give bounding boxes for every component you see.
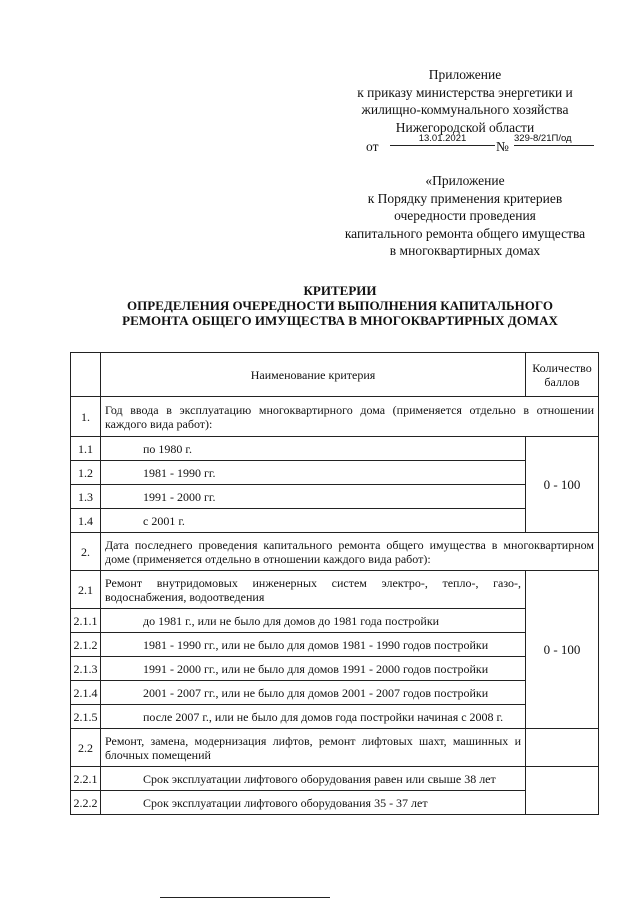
appendix-procedure-block — [330, 172, 600, 260]
row-number: 2.2.2 — [71, 791, 101, 815]
document-title — [80, 283, 600, 328]
row-name: 1981 - 1990 гг. — [101, 461, 526, 485]
appendix-order-block — [330, 66, 600, 156]
table-row — [71, 657, 599, 681]
row-number: 2. — [71, 533, 101, 571]
row-number: 1.1 — [71, 437, 101, 461]
row-name: Ремонт, замена, модернизация лифтов, ремонт лифтовых шахт, машинных и блочных помещений — [101, 729, 526, 767]
header-score-cell: Количество баллов — [526, 353, 599, 397]
row-number: 1.2 — [71, 461, 101, 485]
order-date: 13.01.2021 — [390, 133, 495, 146]
row-number: 2.1.5 — [71, 705, 101, 729]
order-date-line — [330, 133, 600, 156]
score-cell-1: 0 - 100 — [526, 437, 599, 533]
row-number: 2.2.1 — [71, 767, 101, 791]
header-name-cell: Наименование критерия — [101, 353, 526, 397]
bottom-rule — [160, 897, 330, 898]
table-row — [71, 437, 599, 461]
appendix-procedure-line4: капитального ремонта общего имущества — [344, 225, 586, 241]
row-number: 1.4 — [71, 509, 101, 533]
table-row — [71, 397, 599, 437]
order-number: 329-8/21П/од — [514, 133, 594, 146]
score-cell-2: 0 - 100 — [526, 571, 599, 729]
table-header-row — [71, 353, 599, 397]
row-number: 2.1.1 — [71, 609, 101, 633]
row-number: 2.2 — [71, 729, 101, 767]
row-name: Срок эксплуатации лифтового оборудования 35 - 37 лет — [101, 791, 526, 815]
table-row — [71, 681, 599, 705]
table-row — [71, 729, 599, 767]
title-line2: ОПРЕДЕЛЕНИЯ ОЧЕРЕДНОСТИ ВЫПОЛНЕНИЯ КАПИТАЛЬНОГО — [127, 298, 553, 313]
row-number: 2.1.4 — [71, 681, 101, 705]
row-name: 1991 - 2000 гг., или не было для домов 1991 - 2000 годов постройки — [101, 657, 526, 681]
title-line3: РЕМОНТА ОБЩЕГО ИМУЩЕСТВА В МНОГОКВАРТИРНЫХ ДОМАХ — [122, 313, 558, 328]
appendix-order-line1: Приложение — [428, 67, 502, 82]
row-name: после 2007 г., или не было для домов года постройки начиная с 2008 г. — [101, 705, 526, 729]
criteria-table — [70, 352, 599, 815]
table-row — [71, 571, 599, 609]
table-row — [71, 609, 599, 633]
number-label: № — [496, 139, 509, 154]
row-name: Срок эксплуатации лифтового оборудования равен или свыше 38 лет — [101, 767, 526, 791]
table-row — [71, 533, 599, 571]
header-num-cell — [71, 353, 101, 397]
row-number: 1. — [71, 397, 101, 437]
row-name: 1991 - 2000 гг. — [101, 485, 526, 509]
appendix-procedure-line5: в многоквартирных домах — [389, 243, 541, 258]
row-name: с 2001 г. — [101, 509, 526, 533]
row-name: Год ввода в эксплуатацию многоквартирного дома (применяется отдельно в отношении каждого вида работ): — [101, 397, 599, 437]
score-cell-empty — [526, 767, 599, 815]
table-row — [71, 633, 599, 657]
row-number: 2.1.2 — [71, 633, 101, 657]
table-row — [71, 485, 599, 509]
from-label: от — [366, 139, 379, 154]
table-row — [71, 705, 599, 729]
row-name: до 1981 г., или не было для домов до 1981 года постройки — [101, 609, 526, 633]
table-row — [71, 767, 599, 791]
score-cell-empty — [526, 729, 599, 767]
table-row — [71, 791, 599, 815]
appendix-procedure-line2: к Порядку применения критериев — [367, 190, 563, 206]
title-line1: КРИТЕРИИ — [303, 283, 377, 298]
appendix-procedure-line1: «Приложение — [425, 173, 505, 188]
row-number: 1.3 — [71, 485, 101, 509]
appendix-procedure-line3: очередности проведения — [394, 208, 536, 223]
row-number: 2.1 — [71, 571, 101, 609]
row-name: по 1980 г. — [101, 437, 526, 461]
appendix-order-line2: к приказу министерства энергетики и — [357, 84, 573, 100]
row-name: Ремонт внутридомовых инженерных систем электро-, тепло-, газо-, водоснабжения, водоотведения — [101, 571, 526, 609]
appendix-order-line4: Нижегородской области — [395, 119, 535, 135]
table-row — [71, 509, 599, 533]
row-name: Дата последнего проведения капитального ремонта общего имущества в многоквартирном доме (применяется отдельно в отношении каждого вида работ): — [101, 533, 599, 571]
row-number: 2.1.3 — [71, 657, 101, 681]
row-name: 2001 - 2007 гг., или не было для домов 2001 - 2007 годов постройки — [101, 681, 526, 705]
appendix-order-line3: жилищно-коммунального хозяйства — [361, 102, 569, 117]
table-row — [71, 461, 599, 485]
row-name: 1981 - 1990 гг., или не было для домов 1981 - 1990 годов постройки — [101, 633, 526, 657]
